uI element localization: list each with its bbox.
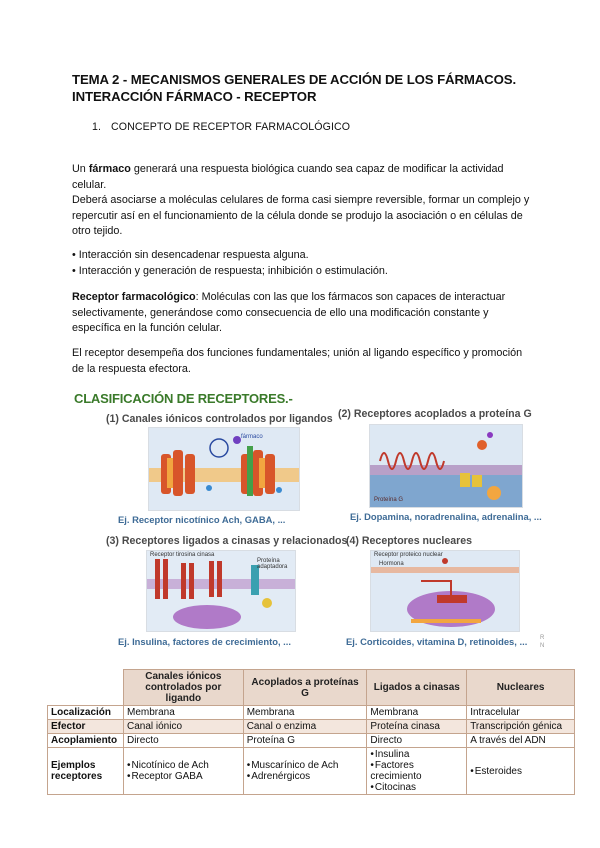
panel-2-title: (2) Receptores acoplados a proteína G: [338, 408, 532, 420]
g-protein-receptor-illustration: [369, 424, 523, 508]
label-proteina-g: Proteína G: [374, 497, 404, 503]
list-item: • Interacción sin desencadenar respuesta alguna.: [72, 249, 309, 261]
list-item: • Nicotínico de Ach: [127, 760, 240, 771]
table-row: [48, 720, 575, 734]
table-cell: [123, 748, 243, 795]
panel-2-caption: Ej. Dopamina, noradrenalina, adrenalina, ...: [350, 511, 542, 522]
table-row: [48, 706, 575, 720]
text: Deberá asociarse a moléculas celulares de forma casi siempre reversible, formar un complejo y repercutir así en el funcionamiento de la célula donde se produjo la asociación o en células de otro tejido.: [72, 194, 530, 238]
nuclear-receptor-illustration: [370, 550, 520, 632]
list-item: • Citocinas: [370, 782, 463, 793]
panel-4-title: (4) Receptores nucleares: [346, 535, 473, 547]
section-number: 1.: [92, 121, 102, 133]
list-item: • Adrenérgicos: [247, 771, 364, 782]
paragraph-farmaco: [72, 162, 534, 240]
row-label: Localización: [48, 706, 124, 720]
panel-3-title: (3) Receptores ligados a cinasas y relacionados: [106, 535, 348, 547]
label-proteina-adaptadora: Proteína adaptadora: [257, 558, 288, 570]
table-cell: [467, 748, 575, 795]
receptor-table: [47, 669, 575, 795]
bullet-list: [72, 248, 388, 279]
row-label: Ejemplos receptores: [48, 748, 124, 795]
paragraph-receptor: [72, 290, 534, 337]
section-label: CONCEPTO DE RECEPTOR FARMACOLÓGICO: [111, 121, 351, 133]
g-protein-receptor-icon: [370, 425, 522, 507]
panel-1-caption: Ej. Receptor nicotínico Ach, GABA, ...: [118, 514, 286, 525]
table-cell: Transcripción génica: [467, 720, 575, 734]
table-cell: Membrana: [367, 706, 467, 720]
table-cell: Proteína cinasa: [367, 720, 467, 734]
table-cell: Proteína G: [243, 734, 367, 748]
ion-channel-illustration: [148, 427, 300, 511]
table-cell: Canal o enzima: [243, 720, 367, 734]
table-cell: [243, 748, 367, 795]
table-cell: Canal iónico: [123, 720, 243, 734]
text: generará una respuesta biológica cuando sea capaz de modificar la actividad celular.: [72, 163, 504, 191]
paragraph-funciones: El receptor desempeña dos funciones fundamentales; unión al ligando específico y promoción de la respuesta efectora.: [72, 347, 523, 375]
label-receptor-nuclear: Receptor proteico nuclear: [374, 552, 443, 558]
table-header-row: [48, 670, 575, 706]
table-cell: [367, 748, 467, 795]
table-row: [48, 748, 575, 795]
table-header: Ligados a cinasas: [367, 670, 467, 706]
table-cell: Directo: [123, 734, 243, 748]
corner-mark: R N: [540, 635, 545, 649]
label-hormona: Hormona: [379, 561, 404, 567]
list-item: • Muscarínico de Ach: [247, 760, 364, 771]
list-item: • Factores crecimiento: [370, 760, 463, 782]
kinase-receptor-illustration: [146, 550, 296, 632]
table-corner: [48, 670, 124, 706]
table-cell: Membrana: [123, 706, 243, 720]
section-heading: [92, 121, 350, 133]
receptor-classification-figure: [72, 387, 545, 657]
table-header: Acoplados a proteínas G: [243, 670, 367, 706]
text: : Moléculas con las que los fármacos son capaces de interactuar selectivamente, generándose como consecuencia de ello una modificación constante y específica en la función celular.: [72, 291, 506, 335]
figure-heading: CLASIFICACIÓN DE RECEPTORES.-: [74, 391, 293, 406]
row-label: Efector: [48, 720, 124, 734]
table-cell: Membrana: [243, 706, 367, 720]
table-header: Canales iónicos controlados por ligando: [123, 670, 243, 706]
text: Un: [72, 163, 89, 175]
panel-1-title: (1) Canales iónicos controlados por ligandos: [106, 413, 333, 425]
term-receptor: Receptor farmacológico: [72, 291, 196, 303]
panel-4-caption: Ej. Corticoides, vitamina D, retinoides, ...: [346, 636, 528, 647]
list-item: • Insulina: [370, 749, 463, 760]
table-cell: Intracelular: [467, 706, 575, 720]
list-item: • Interacción y generación de respuesta; inhibición o estimulación.: [72, 264, 388, 277]
panel-3-caption: Ej. Insulina, factores de crecimiento, ...: [118, 636, 291, 647]
label-farmaco: fármaco: [241, 434, 263, 440]
ion-channel-icon: [149, 428, 299, 510]
table-row: [48, 734, 575, 748]
table-cell: Directo: [367, 734, 467, 748]
table-cell: A través del ADN: [467, 734, 575, 748]
label-tirosina-cinasa: Receptor tirosina cinasa: [150, 552, 215, 558]
term-farmaco: fármaco: [88, 163, 131, 175]
row-label: Acoplamiento: [48, 734, 124, 748]
page-title: TEMA 2 - MECANISMOS GENERALES DE ACCIÓN DE LOS FÁRMACOS. INTERACCIÓN FÁRMACO - RECEPTOR: [72, 72, 517, 104]
list-item: • Esteroides: [470, 766, 571, 777]
table-header: Nucleares: [467, 670, 575, 706]
list-item: • Receptor GABA: [127, 771, 240, 782]
